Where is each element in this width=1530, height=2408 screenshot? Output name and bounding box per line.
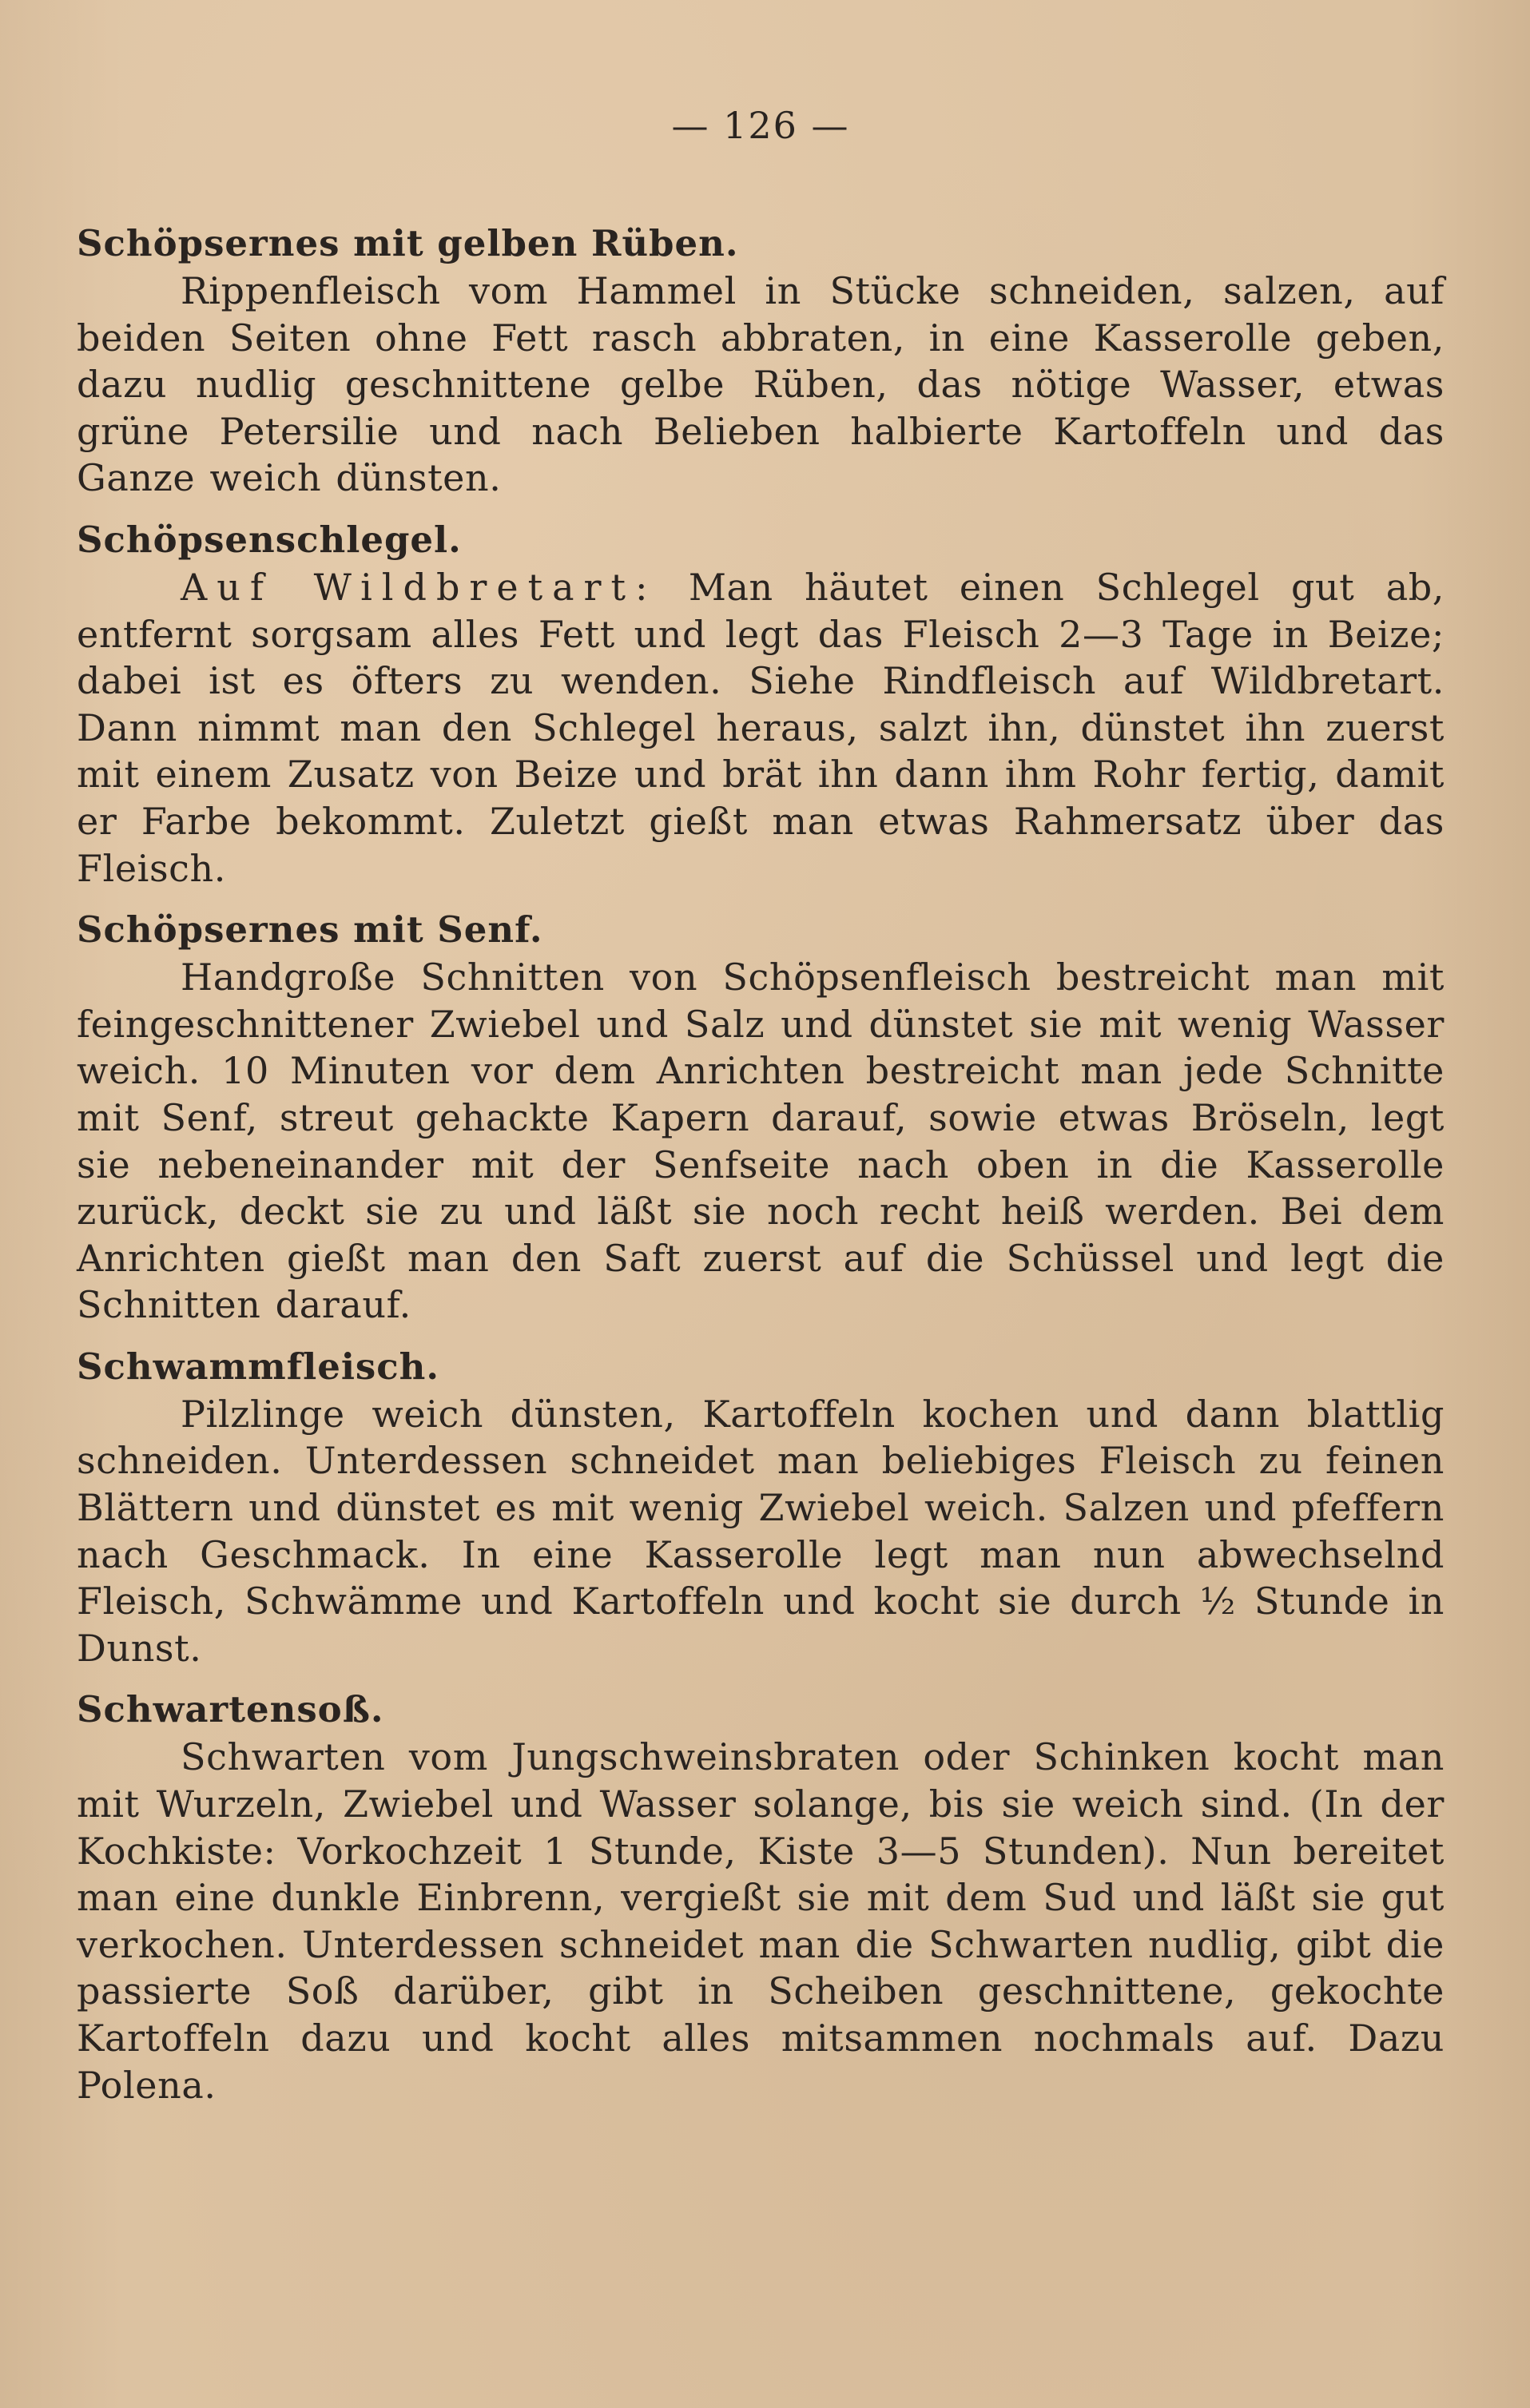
recipe-text: Schwarten vom Jungschweinsbraten oder Schinken kocht man mit Wurzeln, Zwiebel und Wasser solange, bis sie weich sind. (In der Kochkiste: Vorkochzeit 1 Stunde, Kiste 3—5 Stunden). Nun bereitet man eine dunkle Einbrenn, vergießt sie mit dem Sud und läßt sie gut verkochen. Unterdessen schneidet man die Schwarten nudlig, gibt die passierte Soß darüber, gibt in Scheiben geschnittene, gekochte Kartoffeln dazu und kocht alles mitsammen nochmals auf. Dazu Polena. [77,1735,1445,2107]
recipe-text: Handgroße Schnitten von Schöpsenfleisch bestreicht man mit feingeschnittener Zwiebel und Salz und dünstet sie mit wenig Wasser weich. 10 Minuten vor dem Anrichten bestreicht man jede Schnitte mit Senf, streut gehackte Kapern darauf, sowie etwas Bröseln, legt sie nebeneinander mit der Senfseite nach oben in die Kasserolle zurück, deckt sie zu und läßt sie noch recht heiß werden. Bei dem Anrichten gießt man den Saft zuerst auf die Schüssel und legt die Schnitten darauf. [77,956,1445,1327]
recipe-text-body: Man häutet einen Schlegel gut ab, entfernt sorgsam alles Fett und legt das Fleisch 2—3 Tage in Beize; dabei ist es öfters zu wenden. Siehe Rindfleisch auf Wildbretart. Dann nimmt man den Schlegel heraus, salzt ihn, dünstet ihn zuerst mit einem Zusatz von Beize und brät ihn dann ihm Rohr fertig, damit er Farbe bekommt. Zuletzt gießt man etwas Rahmersatz über das Fleisch. [77,565,1445,890]
recipe-title: Schwammfleisch. [77,1345,440,1388]
recipe-text: Pilzlinge weich dünsten, Kartoffeln kochen und dann blattlig schneiden. Unterdessen schneidet man beliebiges Fleisch zu feinen Blättern und dünstet es mit wenig Zwiebel weich. Salzen und pfeffern nach Geschmack. In eine Kasserolle legt man nun abwechselnd Fleisch, Schwämme und Kartoffeln und kocht sie durch ½ Stunde in Dunst. [77,1392,1445,1670]
recipe-schoepsenschlegel [77,516,1445,892]
recipe-schoepsernes-gelbe-rueben [77,220,1445,502]
page-content [77,220,1445,2123]
page-number: — 126 — [671,104,850,147]
recipe-text: Rippenfleisch vom Hammel in Stücke schneiden, salzen, auf beiden Seiten ohne Fett rasch abbraten, in eine Kasserolle geben, dazu nudlig geschnittene gelbe Rüben, das nötige Wasser, etwas grüne Petersilie und nach Belieben halbierte Kartoffeln und das Ganze weich dünsten. [77,269,1445,500]
recipe-text [77,564,1445,892]
recipe-schoepsernes-senf [77,906,1445,1329]
recipe-title: Schöpsernes mit Senf. [77,908,543,952]
recipe-title: Schwartensoß. [77,1688,384,1731]
recipe-schwammfleisch [77,1343,1445,1672]
recipe-title: Schöpsernes mit gelben Rüben. [77,222,739,264]
book-page [77,96,1445,2333]
recipe-title: Schöpsenschlegel. [77,518,462,561]
recipe-lead-in: Auf Wildbretart: [181,565,658,609]
recipe-schwartensoss [77,1686,1445,2108]
